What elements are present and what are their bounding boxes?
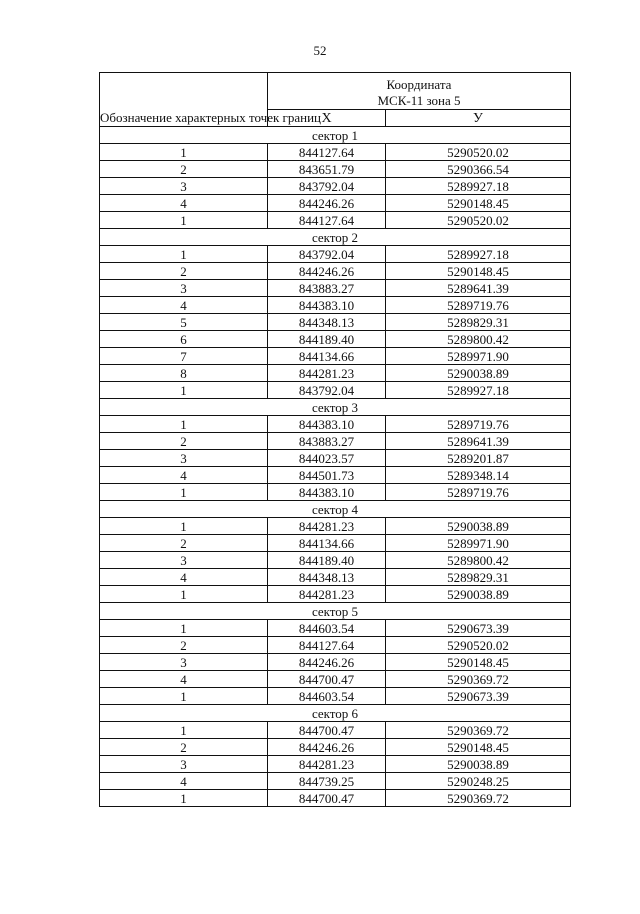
- x-coordinate-cell: 844246.26: [268, 654, 386, 671]
- y-coordinate-cell: 5290673.39: [386, 688, 571, 705]
- x-coordinate-cell: 844246.26: [268, 263, 386, 280]
- table-row: [100, 246, 571, 263]
- point-number-cell: 4: [100, 773, 268, 790]
- y-coordinate-cell: 5289201.87: [386, 450, 571, 467]
- y-coordinate-cell: 5290520.02: [386, 144, 571, 161]
- point-number-cell: 1: [100, 416, 268, 433]
- table-row: [100, 569, 571, 586]
- coordinate-label: Координата: [386, 77, 452, 92]
- y-coordinate-cell: 5290520.02: [386, 637, 571, 654]
- x-coordinate-cell: 844383.10: [268, 484, 386, 501]
- point-number-cell: 3: [100, 756, 268, 773]
- point-number-cell: 1: [100, 790, 268, 807]
- x-coordinate-cell: 844127.64: [268, 144, 386, 161]
- x-coordinate-cell: 843651.79: [268, 161, 386, 178]
- point-number-cell: 2: [100, 535, 268, 552]
- table-row: [100, 382, 571, 399]
- y-coordinate-cell: 5289719.76: [386, 416, 571, 433]
- y-coordinate-cell: 5289971.90: [386, 348, 571, 365]
- sector-row: [100, 705, 571, 722]
- y-coordinate-cell: 5289719.76: [386, 297, 571, 314]
- y-coordinate-cell: 5289800.42: [386, 552, 571, 569]
- y-coordinate-cell: 5289641.39: [386, 433, 571, 450]
- y-coordinate-cell: 5290038.89: [386, 586, 571, 603]
- sector-title: сектор 1: [100, 127, 571, 144]
- sector-row: [100, 501, 571, 518]
- page-number: 52: [313, 43, 327, 58]
- sector-row: [100, 127, 571, 144]
- point-number-cell: 2: [100, 433, 268, 450]
- x-coordinate-cell: 844134.66: [268, 348, 386, 365]
- x-coordinate-cell: 843792.04: [268, 246, 386, 263]
- point-number-cell: 2: [100, 637, 268, 654]
- x-coordinate-cell: 844281.23: [268, 518, 386, 535]
- table-row: [100, 178, 571, 195]
- point-number-cell: 8: [100, 365, 268, 382]
- x-coordinate-cell: 843883.27: [268, 433, 386, 450]
- table-row: [100, 518, 571, 535]
- x-coordinate-cell: 844383.10: [268, 297, 386, 314]
- point-number-cell: 3: [100, 178, 268, 195]
- y-column-header: У: [386, 110, 571, 127]
- sector-row: [100, 399, 571, 416]
- table-row: [100, 739, 571, 756]
- table-row: [100, 790, 571, 807]
- point-number-cell: 1: [100, 246, 268, 263]
- table-row: [100, 433, 571, 450]
- x-coordinate-cell: 844281.23: [268, 586, 386, 603]
- y-coordinate-cell: 5290673.39: [386, 620, 571, 637]
- y-coordinate-cell: 5290038.89: [386, 756, 571, 773]
- x-coordinate-cell: 844246.26: [268, 195, 386, 212]
- table-row: [100, 297, 571, 314]
- point-number-cell: 4: [100, 467, 268, 484]
- point-number-cell: 3: [100, 450, 268, 467]
- point-number-cell: 1: [100, 144, 268, 161]
- sector-title: сектор 3: [100, 399, 571, 416]
- table-row: [100, 348, 571, 365]
- x-coordinate-cell: 844023.57: [268, 450, 386, 467]
- point-number-cell: 4: [100, 569, 268, 586]
- table-row: [100, 144, 571, 161]
- point-number-cell: 1: [100, 382, 268, 399]
- x-coordinate-cell: 844348.13: [268, 569, 386, 586]
- table-row: [100, 586, 571, 603]
- y-coordinate-cell: 5289641.39: [386, 280, 571, 297]
- x-coordinate-cell: 844127.64: [268, 637, 386, 654]
- table-row: [100, 416, 571, 433]
- x-coordinate-cell: 844246.26: [268, 739, 386, 756]
- point-number-cell: 1: [100, 212, 268, 229]
- table-row: [100, 212, 571, 229]
- point-number-cell: 1: [100, 484, 268, 501]
- y-coordinate-cell: 5290366.54: [386, 161, 571, 178]
- point-number-cell: 4: [100, 671, 268, 688]
- point-number-cell: 1: [100, 620, 268, 637]
- coordinates-table: [99, 72, 571, 807]
- table-row: [100, 280, 571, 297]
- y-coordinate-cell: 5290038.89: [386, 365, 571, 382]
- point-number-cell: 6: [100, 331, 268, 348]
- table-row: [100, 722, 571, 739]
- x-coordinate-cell: 844603.54: [268, 688, 386, 705]
- sector-row: [100, 229, 571, 246]
- point-number-cell: 4: [100, 297, 268, 314]
- y-coordinate-cell: 5290148.45: [386, 654, 571, 671]
- table-row: [100, 620, 571, 637]
- y-coordinate-cell: 5290038.89: [386, 518, 571, 535]
- points-column-header: Обозначение характерных точек границ: [100, 73, 268, 127]
- point-number-cell: 2: [100, 739, 268, 756]
- table-row: [100, 263, 571, 280]
- table-row: [100, 535, 571, 552]
- coordinate-system-label: МСК-11 зона 5: [377, 93, 461, 108]
- x-coordinate-cell: 844700.47: [268, 790, 386, 807]
- table-row: [100, 450, 571, 467]
- coordinate-column-header: [268, 73, 571, 110]
- y-coordinate-cell: 5290369.72: [386, 722, 571, 739]
- y-coordinate-cell: 5289348.14: [386, 467, 571, 484]
- x-coordinate-cell: 844189.40: [268, 552, 386, 569]
- sector-title: сектор 5: [100, 603, 571, 620]
- point-number-cell: 2: [100, 161, 268, 178]
- y-coordinate-cell: 5290148.45: [386, 263, 571, 280]
- y-coordinate-cell: 5289927.18: [386, 178, 571, 195]
- y-coordinate-cell: 5289719.76: [386, 484, 571, 501]
- x-coordinate-cell: 844603.54: [268, 620, 386, 637]
- x-coordinate-cell: 843883.27: [268, 280, 386, 297]
- x-coordinate-cell: 843792.04: [268, 178, 386, 195]
- table-row: [100, 773, 571, 790]
- sector-title: сектор 2: [100, 229, 571, 246]
- y-coordinate-cell: 5290369.72: [386, 790, 571, 807]
- table-row: [100, 484, 571, 501]
- y-coordinate-cell: 5289971.90: [386, 535, 571, 552]
- table-row: [100, 365, 571, 382]
- y-coordinate-cell: 5289829.31: [386, 314, 571, 331]
- table-row: [100, 756, 571, 773]
- point-number-cell: 3: [100, 552, 268, 569]
- y-coordinate-cell: 5290148.45: [386, 739, 571, 756]
- y-coordinate-cell: 5290148.45: [386, 195, 571, 212]
- point-number-cell: 4: [100, 195, 268, 212]
- point-number-cell: 1: [100, 586, 268, 603]
- x-coordinate-cell: 844281.23: [268, 756, 386, 773]
- x-coordinate-cell: 844501.73: [268, 467, 386, 484]
- sector-title: сектор 6: [100, 705, 571, 722]
- y-coordinate-cell: 5290369.72: [386, 671, 571, 688]
- y-coordinate-cell: 5290520.02: [386, 212, 571, 229]
- x-coordinate-cell: 844134.66: [268, 535, 386, 552]
- point-number-cell: 1: [100, 722, 268, 739]
- table-row: [100, 195, 571, 212]
- table-row: [100, 654, 571, 671]
- x-coordinate-cell: 844127.64: [268, 212, 386, 229]
- y-coordinate-cell: 5289927.18: [386, 246, 571, 263]
- x-coordinate-cell: 844700.47: [268, 722, 386, 739]
- x-coordinate-cell: 844383.10: [268, 416, 386, 433]
- x-coordinate-cell: 844739.25: [268, 773, 386, 790]
- point-number-cell: 3: [100, 280, 268, 297]
- x-coordinate-cell: 844348.13: [268, 314, 386, 331]
- table-row: [100, 688, 571, 705]
- table-row: [100, 637, 571, 654]
- x-column-header: Х: [268, 110, 386, 127]
- sector-title: сектор 4: [100, 501, 571, 518]
- point-number-cell: 1: [100, 688, 268, 705]
- point-number-cell: 2: [100, 263, 268, 280]
- table-row: [100, 331, 571, 348]
- sector-row: [100, 603, 571, 620]
- y-coordinate-cell: 5289829.31: [386, 569, 571, 586]
- x-coordinate-cell: 844189.40: [268, 331, 386, 348]
- point-number-cell: 7: [100, 348, 268, 365]
- point-number-cell: 1: [100, 518, 268, 535]
- point-number-cell: 3: [100, 654, 268, 671]
- x-coordinate-cell: 844281.23: [268, 365, 386, 382]
- table-row: [100, 552, 571, 569]
- point-number-cell: 5: [100, 314, 268, 331]
- table-row: [100, 161, 571, 178]
- x-coordinate-cell: 843792.04: [268, 382, 386, 399]
- table-row: [100, 314, 571, 331]
- table-row: [100, 467, 571, 484]
- y-coordinate-cell: 5290248.25: [386, 773, 571, 790]
- y-coordinate-cell: 5289800.42: [386, 331, 571, 348]
- y-coordinate-cell: 5289927.18: [386, 382, 571, 399]
- table-body: [100, 127, 571, 807]
- x-coordinate-cell: 844700.47: [268, 671, 386, 688]
- table-row: [100, 671, 571, 688]
